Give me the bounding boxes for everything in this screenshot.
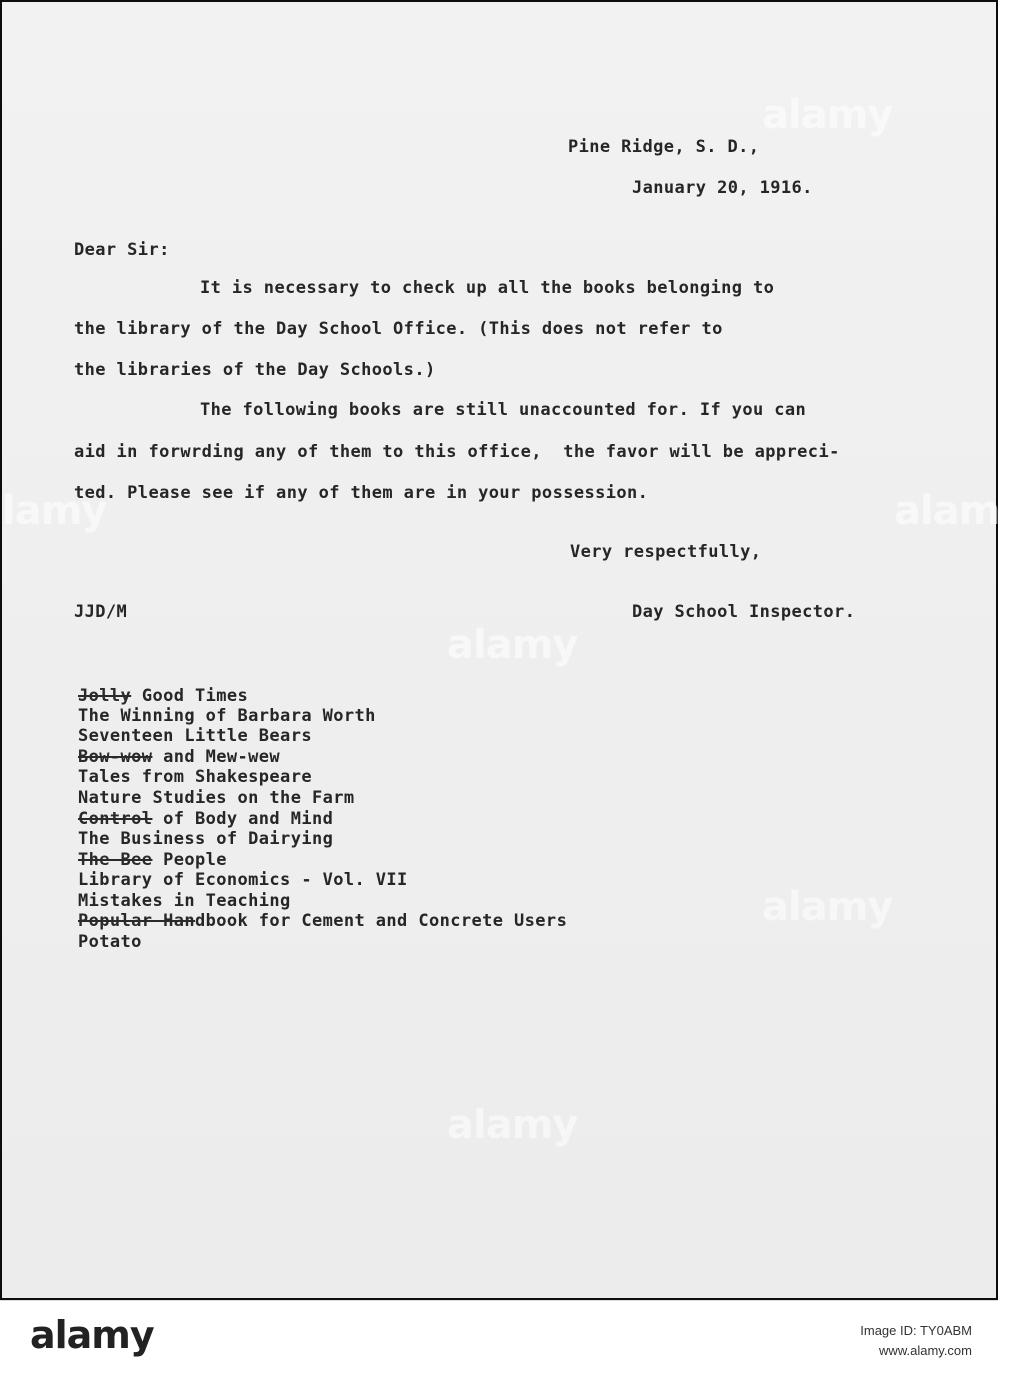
book-item (78, 788, 355, 808)
book-title: dbook for Cement and Concrete Users (194, 911, 568, 931)
body-line-4: The following books are still unaccounted for. If you can (200, 400, 807, 420)
book-item (78, 891, 291, 911)
book-item (78, 870, 408, 890)
book-title: The Business of Dairying (78, 829, 334, 849)
watermark: alamy (447, 622, 578, 668)
book-item (78, 747, 280, 767)
stock-footer (0, 1300, 998, 1391)
alamy-logo: alamy (30, 1313, 154, 1357)
struck-text: Bow-wow (78, 747, 153, 767)
body-line-1: It is necessary to check up all the books belonging to (200, 278, 775, 298)
book-title: Good Times (131, 686, 249, 706)
book-item (78, 726, 312, 746)
book-item (78, 932, 142, 952)
image-id: Image ID: TY0ABM (860, 1323, 972, 1338)
book-item (78, 809, 333, 829)
letter-salutation: Dear Sir: (74, 240, 170, 260)
letter-paper (2, 2, 1024, 1298)
book-title: Seventeen Little Bears (78, 726, 312, 746)
footer-meta (860, 1321, 972, 1361)
letter-closing: Very respectfully, (570, 542, 762, 562)
book-title: Nature Studies on the Farm (78, 788, 355, 808)
signature-title: Day School Inspector. (632, 602, 856, 622)
struck-text: Jolly (78, 686, 132, 706)
watermark: alamy (447, 1102, 578, 1148)
book-title: The Winning of Barbara Worth (78, 706, 376, 726)
book-title: of Body and Mind (152, 809, 334, 829)
struck-text: The Bee (78, 850, 153, 870)
book-title: Mistakes in Teaching (78, 891, 291, 911)
book-item (78, 706, 376, 726)
body-line-5: aid in forwrding any of them to this office, the favor will be appreci- (74, 442, 840, 462)
book-title: Library of Economics - Vol. VII (78, 870, 408, 890)
typist-initials: JJD/M (74, 602, 128, 622)
book-title: People (152, 850, 227, 870)
book-title: Tales from Shakespeare (78, 767, 312, 787)
watermark: alamy (762, 884, 893, 930)
book-item (78, 767, 312, 787)
site-url: www.alamy.com (879, 1343, 972, 1358)
book-title: Potato (78, 932, 142, 952)
body-line-3: the libraries of the Day Schools.) (74, 360, 436, 380)
watermark: alamy (894, 488, 1024, 534)
book-title: and Mew-wew (152, 747, 281, 767)
struck-text: Control (78, 809, 153, 829)
book-item (78, 686, 248, 706)
book-item (78, 829, 333, 849)
body-line-2: the library of the Day School Office. (This does not refer to (74, 319, 723, 339)
letter-date: January 20, 1916. (632, 178, 813, 198)
watermark: lamy (2, 488, 107, 534)
letter-address: Pine Ridge, S. D., (568, 137, 760, 157)
body-line-6: ted. Please see if any of them are in your possession. (74, 483, 649, 503)
watermark: alamy (762, 92, 893, 138)
book-item (78, 911, 567, 931)
book-item (78, 850, 227, 870)
struck-text: Popular Han (78, 911, 195, 931)
